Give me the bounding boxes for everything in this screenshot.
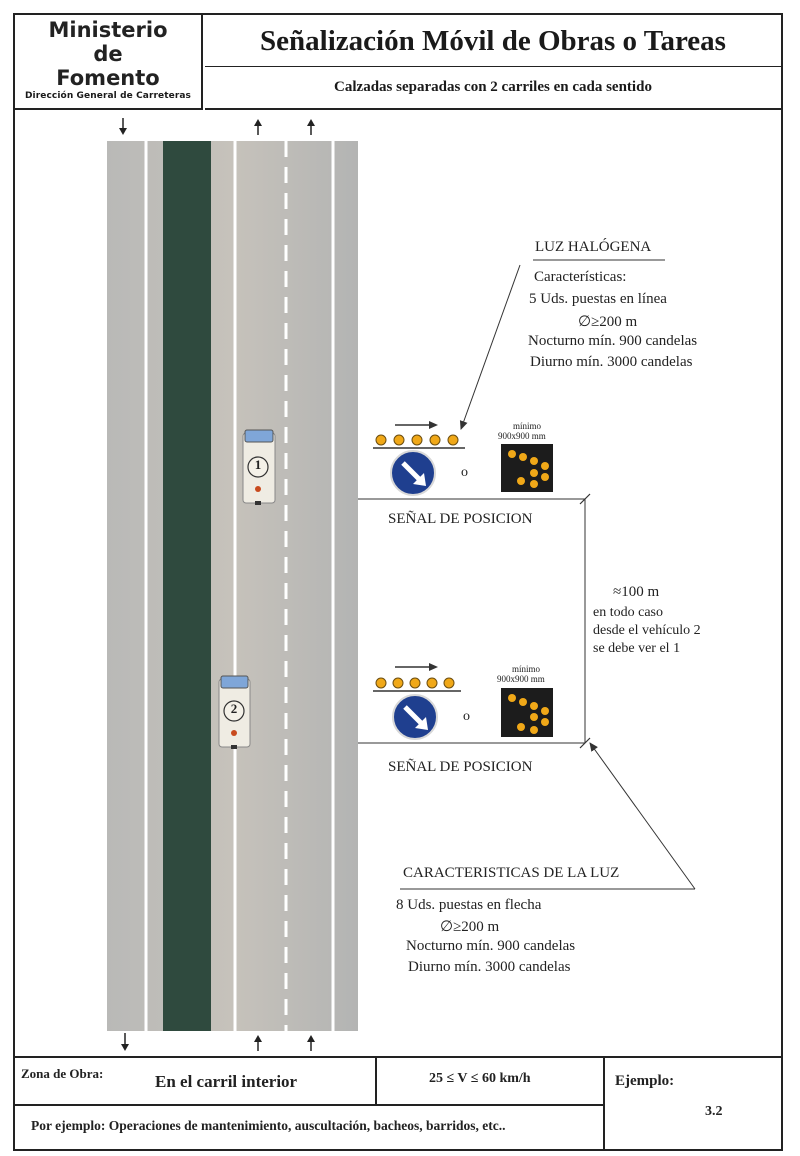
speed-cell bbox=[377, 1058, 605, 1106]
note-cell bbox=[15, 1106, 605, 1149]
halogen-line-3: ∅≥200 m bbox=[578, 314, 638, 330]
speed-limit: 25 ≤ V ≤ 60 km/h bbox=[429, 1071, 531, 1086]
ministry-line-2: de bbox=[93, 42, 123, 66]
ministry-logo bbox=[15, 15, 203, 110]
light-line-4: Diurno mín. 3000 candelas bbox=[408, 959, 571, 975]
sign-2-size-label: 900x900 mm bbox=[497, 674, 545, 684]
sign-2-min-label: mínimo bbox=[512, 664, 541, 674]
footer-note: Por ejemplo: Operaciones de mantenimiento, auscultación, bacheos, barridos, etc.. bbox=[31, 1118, 506, 1133]
light-line-2: ∅≥200 m bbox=[440, 919, 500, 935]
halogen-lamps-2 bbox=[373, 663, 461, 691]
sign-2-or: o bbox=[463, 709, 470, 724]
arrow-light-panel-2 bbox=[501, 688, 553, 737]
vehicle-2-number: 2 bbox=[230, 701, 238, 716]
direction-general: Dirección General de Carreteras bbox=[24, 91, 192, 101]
sign-2-position-label: SEÑAL DE POSICION bbox=[388, 759, 533, 775]
sign-1-position-label: SEÑAL DE POSICION bbox=[388, 511, 533, 527]
sign-1-size-label: 900x900 mm bbox=[498, 431, 546, 441]
light-title: CARACTERISTICAS DE LA LUZ bbox=[403, 865, 620, 881]
example-value: 3.2 bbox=[705, 1104, 723, 1119]
zone-value: En el carril interior bbox=[155, 1072, 298, 1091]
halogen-lamps-1 bbox=[373, 421, 465, 448]
halogen-leader-arrow bbox=[461, 265, 520, 429]
distance-value: ≈100 m bbox=[613, 584, 660, 600]
keep-right-sign-1 bbox=[391, 451, 435, 495]
diagram-area bbox=[15, 111, 781, 1055]
halogen-line-1: Características: bbox=[534, 269, 627, 285]
arrow-up-icon bbox=[307, 1035, 315, 1051]
halogen-line-4: Nocturno mín. 900 candelas bbox=[528, 333, 698, 349]
example-label: Ejemplo: bbox=[615, 1073, 675, 1089]
footer bbox=[15, 1056, 781, 1149]
page-subtitle: Calzadas separadas con 2 carriles en cada sentido bbox=[205, 67, 781, 110]
distance-line-3: se debe ver el 1 bbox=[593, 641, 681, 656]
keep-right-sign-2 bbox=[393, 695, 437, 739]
arrow-light-panel-1 bbox=[501, 444, 553, 492]
distance-line-2: desde el vehículo 2 bbox=[593, 623, 701, 638]
zone-label: Zona de Obra: bbox=[21, 1066, 104, 1081]
ministry-line-3: Fomento bbox=[56, 66, 160, 90]
arrow-up-icon bbox=[254, 1035, 262, 1051]
median-strip bbox=[163, 141, 211, 1031]
halogen-line-2: 5 Uds. puestas en línea bbox=[529, 291, 667, 307]
ministry-line-1: Ministerio bbox=[48, 18, 168, 42]
example-cell bbox=[605, 1058, 781, 1149]
halogen-line-5: Diurno mín. 3000 candelas bbox=[530, 354, 693, 370]
arrow-up-icon bbox=[254, 119, 262, 135]
light-line-1: 8 Uds. puestas en flecha bbox=[396, 897, 542, 913]
page-title: Señalización Móvil de Obras o Tareas bbox=[205, 15, 781, 67]
light-line-3: Nocturno mín. 900 candelas bbox=[406, 938, 576, 954]
sign-1-min-label: mínimo bbox=[513, 421, 542, 431]
zone-cell bbox=[15, 1058, 377, 1106]
distance-line-1: en todo caso bbox=[593, 605, 663, 620]
sign-1-or: o bbox=[461, 465, 468, 480]
arrow-up-icon bbox=[307, 119, 315, 135]
arrow-down-icon bbox=[119, 118, 127, 135]
halogen-title: LUZ HALÓGENA bbox=[535, 239, 652, 255]
vehicle-1-number: 1 bbox=[254, 457, 262, 472]
arrow-down-icon bbox=[121, 1033, 129, 1051]
